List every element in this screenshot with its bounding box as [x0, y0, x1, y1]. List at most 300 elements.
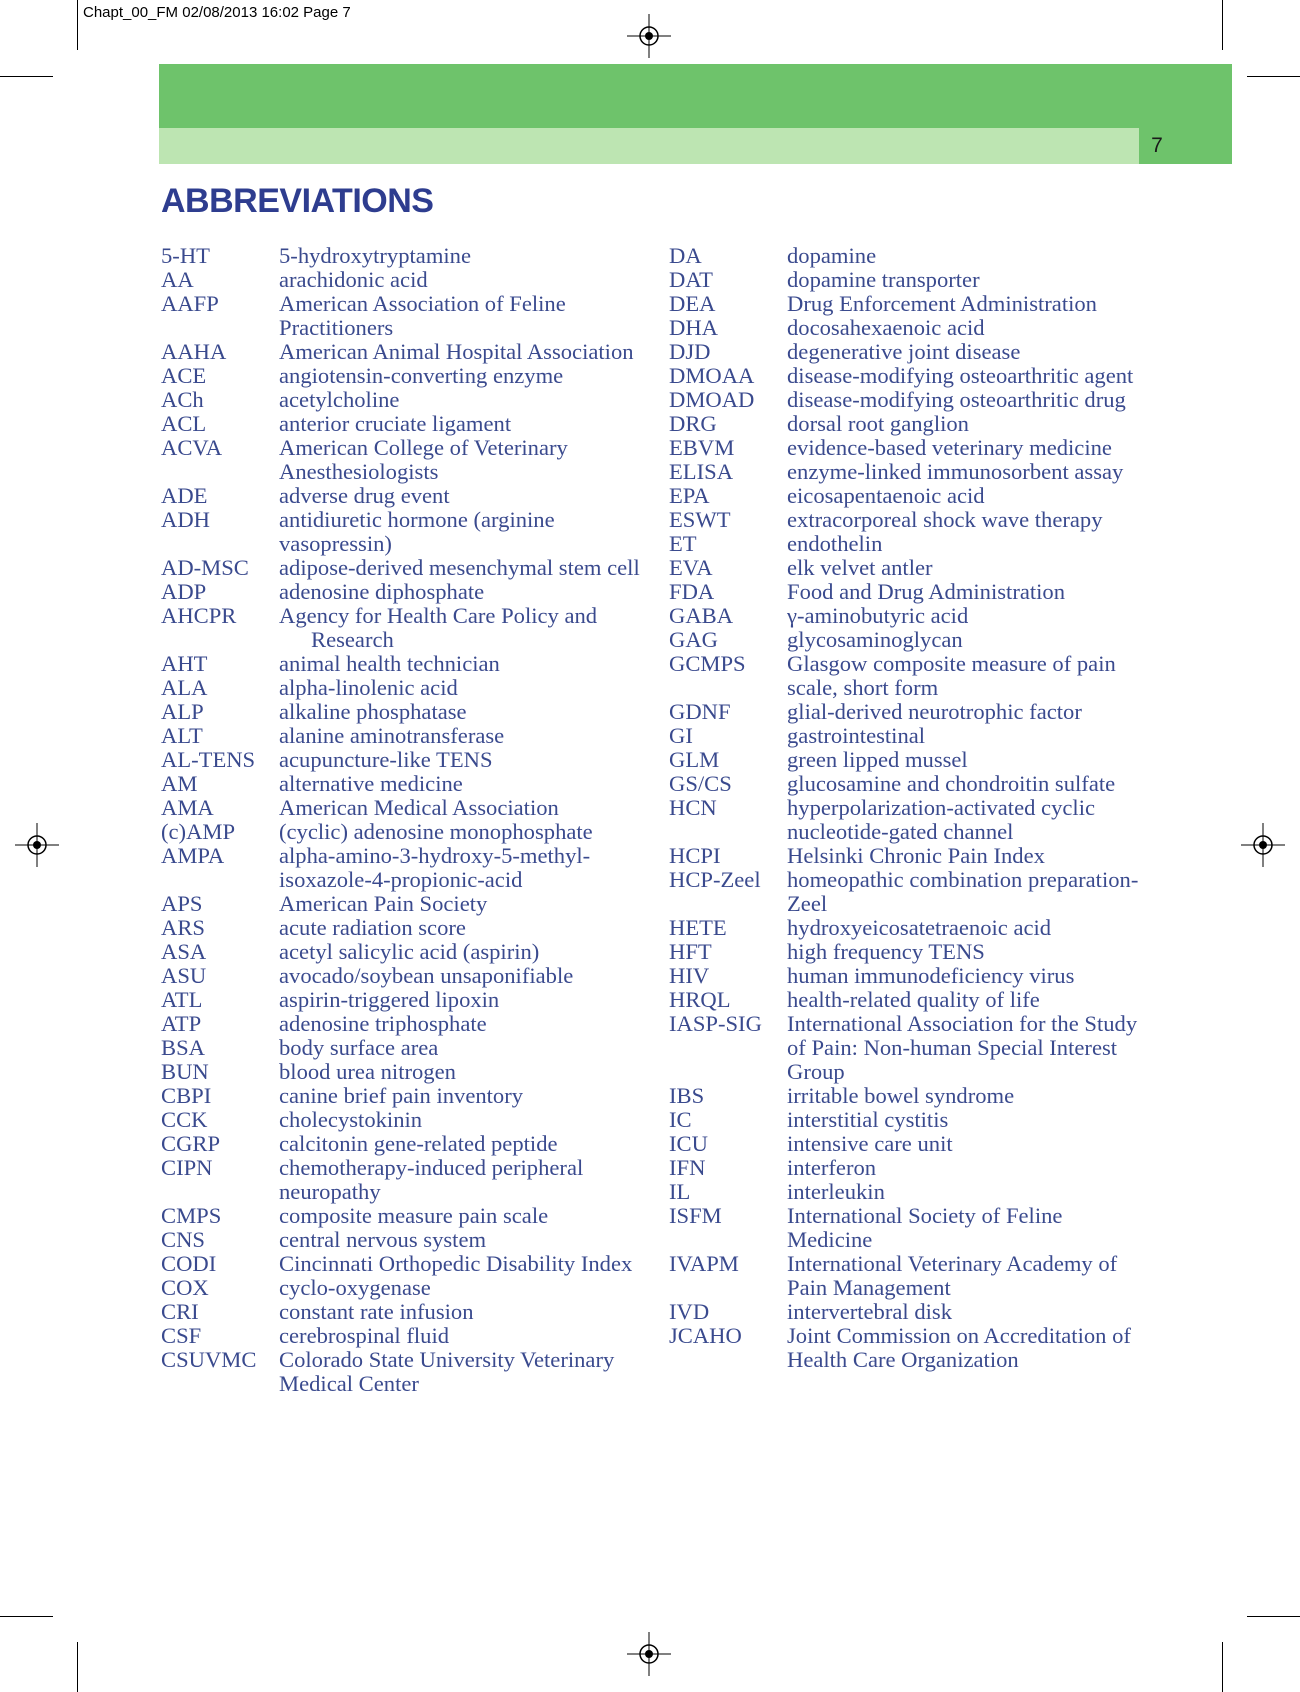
abbreviation-term: AMA: [161, 795, 214, 820]
definition-text: intensive care unit: [787, 1131, 953, 1156]
abbreviation-definition: [787, 460, 1149, 484]
abbreviation-entry: [669, 652, 1149, 700]
definition-text: composite measure pain scale: [279, 1203, 549, 1228]
abbreviation-definition: [787, 772, 1149, 796]
definition-text: disease-modifying osteoarthritic agent: [787, 363, 1134, 388]
abbreviation-entry: [161, 1348, 641, 1396]
abbreviation-term: ATL: [161, 987, 203, 1012]
abbreviation-term: FDA: [669, 579, 715, 604]
crop-mark-top-right-h: [1247, 76, 1300, 77]
abbreviation-definition: [279, 292, 641, 340]
abbreviation-entry: [161, 1276, 641, 1300]
abbreviation-entry: [161, 1132, 641, 1156]
abbreviation-entry: [161, 340, 641, 364]
definition-text: homeopathic combination preparation-Zeel: [787, 867, 1139, 916]
registration-mark-left-icon: [15, 823, 59, 867]
abbreviation-definition: [279, 676, 641, 700]
definition-text: acetyl salicylic acid (aspirin): [279, 939, 540, 964]
abbreviation-definition: [787, 1156, 1149, 1180]
abbreviation-definition: [787, 1252, 1149, 1300]
abbreviation-term: HFT: [669, 939, 712, 964]
abbreviation-entry: [669, 844, 1149, 868]
abbreviation-definition: [279, 772, 641, 796]
abbreviation-term: HCN: [669, 795, 717, 820]
abbreviation-term: GABA: [669, 603, 734, 628]
abbreviation-term: ALP: [161, 699, 204, 724]
definition-text: Helsinki Chronic Pain Index: [787, 843, 1045, 868]
abbreviation-term: AD-MSC: [161, 555, 249, 580]
abbreviation-term: ASU: [161, 963, 207, 988]
abbreviation-definition: [787, 1132, 1149, 1156]
abbreviation-term: 5-HT: [161, 243, 210, 268]
abbreviation-definition: [787, 1204, 1149, 1252]
abbreviation-entry: [669, 964, 1149, 988]
definition-text: eicosapentaenoic acid: [787, 483, 985, 508]
abbreviation-definition: [279, 268, 641, 292]
abbreviation-entry: [669, 772, 1149, 796]
abbreviation-definition: [279, 820, 641, 844]
definition-text: alternative medicine: [279, 771, 463, 796]
abbreviation-list-left: [161, 244, 641, 1396]
abbreviation-definition: [279, 700, 641, 724]
abbreviation-term: GLM: [669, 747, 720, 772]
definition-text: dopamine transporter: [787, 267, 980, 292]
abbreviation-definition: [279, 1132, 641, 1156]
abbreviation-definition: [787, 988, 1149, 1012]
abbreviation-entry: [669, 1300, 1149, 1324]
definition-text: International Association for the Study of Pain: Non-human Special Interest Group: [787, 1011, 1138, 1084]
abbreviation-term: ADP: [161, 579, 207, 604]
definition-text: cerebrospinal fluid: [279, 1323, 450, 1348]
definition-text: degenerative joint disease: [787, 339, 1021, 364]
abbreviation-term: GCMPS: [669, 651, 746, 676]
abbreviation-term: DEA: [669, 291, 716, 316]
definition-text: central nervous system: [279, 1227, 487, 1252]
abbreviation-term: IC: [669, 1107, 692, 1132]
definition-text: Colorado State University Veterinary Medical Center: [279, 1347, 615, 1396]
definition-text: hyperpolarization-activated cyclic nucleotide-gated channel: [787, 795, 1095, 844]
abbreviation-term: DJD: [669, 339, 711, 364]
abbreviation-entry: [161, 1204, 641, 1228]
abbreviation-term: GI: [669, 723, 693, 748]
abbreviation-entry: [669, 1012, 1149, 1084]
definition-text: enzyme-linked immunosorbent assay: [787, 459, 1124, 484]
abbreviation-entry: [161, 1084, 641, 1108]
abbreviation-entry: [669, 724, 1149, 748]
definition-text: American Pain Society: [279, 891, 488, 916]
abbreviation-entry: [161, 292, 641, 340]
abbreviation-definition: [787, 580, 1149, 604]
definition-text: Drug Enforcement Administration: [787, 291, 1097, 316]
abbreviation-entry: [669, 1324, 1149, 1372]
abbreviation-definition: [279, 1252, 641, 1276]
abbreviation-definition: [279, 436, 641, 484]
abbreviation-term: ICU: [669, 1131, 708, 1156]
abbreviation-term: ACh: [161, 387, 204, 412]
abbreviation-entry: [669, 868, 1149, 916]
abbreviation-entry: [161, 484, 641, 508]
abbreviation-definition: [279, 652, 641, 676]
abbreviation-term: DRG: [669, 411, 717, 436]
abbreviation-term: BSA: [161, 1035, 205, 1060]
abbreviation-definition: [279, 964, 641, 988]
abbreviation-entry: [669, 1156, 1149, 1180]
definition-text: cholecystokinin: [279, 1107, 423, 1132]
abbreviation-entry: [161, 1252, 641, 1276]
abbreviation-definition: [787, 628, 1149, 652]
definition-text: interleukin: [787, 1179, 885, 1204]
definition-text: aspirin-triggered lipoxin: [279, 987, 500, 1012]
abbreviation-definition: [787, 436, 1149, 460]
abbreviation-term: CODI: [161, 1251, 217, 1276]
abbreviation-definition: [279, 604, 641, 652]
abbreviation-term: APS: [161, 891, 203, 916]
abbreviation-definition: [279, 388, 641, 412]
abbreviation-entry: [669, 1204, 1149, 1252]
definition-text: body surface area: [279, 1035, 439, 1060]
abbreviation-term: CIPN: [161, 1155, 213, 1180]
abbreviation-term: ARS: [161, 915, 205, 940]
abbreviation-entry: [161, 964, 641, 988]
definition-text: Food and Drug Administration: [787, 579, 1066, 604]
abbreviation-definition: [279, 1204, 641, 1228]
abbreviation-entry: [161, 652, 641, 676]
abbreviation-definition: [279, 1012, 641, 1036]
abbreviation-definition: [279, 724, 641, 748]
abbreviation-entry: [161, 556, 641, 580]
definition-continuation: Research: [311, 627, 394, 652]
abbreviation-term: ATP: [161, 1011, 202, 1036]
definition-text: canine brief pain inventory: [279, 1083, 524, 1108]
print-slug: Chapt_00_FM 02/08/2013 16:02 Page 7: [83, 4, 351, 21]
abbreviation-entry: [669, 556, 1149, 580]
abbreviation-term: DA: [669, 243, 702, 268]
definition-text: docosahexaenoic acid: [787, 315, 985, 340]
abbreviation-entry: [161, 1156, 641, 1204]
definition-text: elk velvet antler: [787, 555, 933, 580]
abbreviation-definition: [279, 484, 641, 508]
abbreviation-definition: [787, 388, 1149, 412]
abbreviation-entry: [669, 1132, 1149, 1156]
crop-mark-top-left-v: [77, 0, 78, 50]
abbreviation-entry: [669, 1108, 1149, 1132]
abbreviation-entry: [161, 1108, 641, 1132]
abbreviation-term: ASA: [161, 939, 207, 964]
definition-text: adverse drug event: [279, 483, 450, 508]
abbreviation-entry: [161, 1012, 641, 1036]
definition-text: health-related quality of life: [787, 987, 1040, 1012]
abbreviation-term: AA: [161, 267, 194, 292]
abbreviation-definition: [787, 724, 1149, 748]
abbreviation-term: HCPI: [669, 843, 721, 868]
definition-text: glial-derived neurotrophic factor: [787, 699, 1082, 724]
abbreviation-entry: [161, 1060, 641, 1084]
abbreviation-definition: [787, 916, 1149, 940]
definition-text: extracorporeal shock wave therapy: [787, 507, 1103, 532]
abbreviation-term: AM: [161, 771, 198, 796]
abbreviation-term: CMPS: [161, 1203, 222, 1228]
abbreviation-definition: [279, 1084, 641, 1108]
definition-text: disease-modifying osteoarthritic drug: [787, 387, 1126, 412]
abbreviation-entry: [161, 988, 641, 1012]
abbreviation-definition: [787, 340, 1149, 364]
abbreviation-term: EBVM: [669, 435, 735, 460]
abbreviation-definition: [787, 556, 1149, 580]
abbreviation-definition: [279, 1036, 641, 1060]
abbreviation-entry: [669, 988, 1149, 1012]
abbreviation-term: ET: [669, 531, 697, 556]
definition-text: irritable bowel syndrome: [787, 1083, 1015, 1108]
abbreviation-term: AMPA: [161, 843, 225, 868]
abbreviation-term: EVA: [669, 555, 713, 580]
abbreviation-term: COX: [161, 1275, 209, 1300]
page-number: 7: [1151, 134, 1163, 157]
definition-text: angiotensin-converting enzyme: [279, 363, 564, 388]
abbreviation-definition: [279, 1060, 641, 1084]
crop-mark-top-right-v: [1222, 0, 1223, 50]
registration-mark-right-icon: [1241, 823, 1285, 867]
abbreviation-entry: [669, 244, 1149, 268]
abbreviation-definition: [279, 1324, 641, 1348]
abbreviation-entry: [161, 1228, 641, 1252]
abbreviation-entry: [669, 700, 1149, 724]
abbreviation-term: IASP-SIG: [669, 1011, 762, 1036]
definition-text: American Association of Feline Practitioners: [279, 291, 566, 340]
definition-text: (cyclic) adenosine monophosphate: [279, 819, 593, 844]
abbreviation-entry: [669, 412, 1149, 436]
abbreviation-definition: [279, 1348, 641, 1396]
abbreviation-term: ELISA: [669, 459, 734, 484]
page-title: ABBREVIATIONS: [161, 182, 434, 220]
abbreviation-definition: [279, 364, 641, 388]
abbreviation-entry: [161, 412, 641, 436]
definition-text: high frequency TENS: [787, 939, 985, 964]
definition-text: acute radiation score: [279, 915, 466, 940]
abbreviation-definition: [279, 748, 641, 772]
abbreviation-term: CSF: [161, 1323, 202, 1348]
abbreviation-definition: [787, 412, 1149, 436]
definition-text: evidence-based veterinary medicine: [787, 435, 1112, 460]
definition-text: acetylcholine: [279, 387, 400, 412]
abbreviation-entry: [669, 940, 1149, 964]
abbreviation-entry: [161, 844, 641, 892]
abbreviation-definition: [279, 1228, 641, 1252]
definition-text: arachidonic acid: [279, 267, 428, 292]
abbreviation-definition: [787, 940, 1149, 964]
abbreviation-entry: [161, 580, 641, 604]
abbreviation-definition: [787, 964, 1149, 988]
abbreviation-entry: [161, 604, 641, 652]
registration-mark-bottom-icon: [627, 1632, 671, 1676]
abbreviation-definition: [279, 508, 641, 556]
abbreviation-entry: [669, 316, 1149, 340]
abbreviation-term: ALT: [161, 723, 203, 748]
definition-text: alpha-linolenic acid: [279, 675, 458, 700]
abbreviation-entry: [161, 796, 641, 820]
abbreviation-term: HIV: [669, 963, 710, 988]
definition-text: gastrointestinal: [787, 723, 926, 748]
abbreviation-definition: [787, 868, 1149, 916]
crop-mark-top-left-h: [0, 76, 53, 77]
abbreviation-entry: [161, 676, 641, 700]
abbreviation-entry: [669, 580, 1149, 604]
abbreviation-definition: [787, 292, 1149, 316]
abbreviation-term: DAT: [669, 267, 713, 292]
abbreviation-definition: [787, 1300, 1149, 1324]
abbreviation-term: GS/CS: [669, 771, 732, 796]
abbreviation-entry: [669, 532, 1149, 556]
abbreviation-entry: [161, 364, 641, 388]
definition-text: interferon: [787, 1155, 877, 1180]
abbreviation-entry: [161, 724, 641, 748]
definition-text: Agency for Health Care Policy and: [279, 603, 598, 628]
abbreviation-entry: [669, 340, 1149, 364]
crop-mark-bottom-left-h: [0, 1616, 53, 1617]
abbreviation-term: CSUVMC: [161, 1347, 257, 1372]
definition-text: Cincinnati Orthopedic Disability Index: [279, 1251, 633, 1276]
abbreviation-term: HCP-Zeel: [669, 867, 761, 892]
abbreviation-definition: [787, 1324, 1149, 1372]
abbreviation-term: CCK: [161, 1107, 208, 1132]
definition-text: adenosine diphosphate: [279, 579, 485, 604]
abbreviation-term: ESWT: [669, 507, 731, 532]
abbreviation-entry: [669, 436, 1149, 460]
abbreviation-term: CGRP: [161, 1131, 221, 1156]
definition-text: 5-hydroxytryptamine: [279, 243, 472, 268]
crop-mark-bottom-left-v: [77, 1642, 78, 1692]
definition-text: blood urea nitrogen: [279, 1059, 456, 1084]
abbreviation-definition: [279, 244, 641, 268]
header-band-light: [159, 128, 1139, 164]
abbreviation-definition: [279, 1108, 641, 1132]
abbreviation-term: AAFP: [161, 291, 219, 316]
abbreviation-definition: [787, 1180, 1149, 1204]
abbreviation-term: BUN: [161, 1059, 209, 1084]
abbreviation-entry: [161, 940, 641, 964]
definition-text: γ-aminobutyric acid: [787, 603, 969, 628]
abbreviation-entry: [161, 772, 641, 796]
abbreviation-entry: [161, 916, 641, 940]
abbreviation-term: CBPI: [161, 1083, 212, 1108]
abbreviation-entry: [161, 268, 641, 292]
abbreviation-term: DMOAA: [669, 363, 755, 388]
definition-text: endothelin: [787, 531, 883, 556]
definition-text: avocado/soybean unsaponifiable: [279, 963, 574, 988]
abbreviation-entry: [161, 748, 641, 772]
abbreviation-term: HETE: [669, 915, 727, 940]
definition-text: constant rate infusion: [279, 1299, 474, 1324]
abbreviation-term: IFN: [669, 1155, 706, 1180]
abbreviation-definition: [787, 700, 1149, 724]
abbreviation-definition: [787, 364, 1149, 388]
abbreviation-definition: [279, 1156, 641, 1204]
definition-text: International Society of Feline Medicine: [787, 1203, 1063, 1252]
abbreviation-term: DHA: [669, 315, 718, 340]
abbreviation-definition: [787, 532, 1149, 556]
definition-text: alanine aminotransferase: [279, 723, 505, 748]
definition-text: anterior cruciate ligament: [279, 411, 512, 436]
abbreviation-entry: [669, 916, 1149, 940]
abbreviation-term: ACE: [161, 363, 207, 388]
abbreviation-term: ADH: [161, 507, 210, 532]
abbreviation-definition: [787, 268, 1149, 292]
definition-text: glucosamine and chondroitin sulfate: [787, 771, 1116, 796]
abbreviation-term: JCAHO: [669, 1323, 742, 1348]
abbreviation-definition: [787, 508, 1149, 532]
definition-text: American Medical Association: [279, 795, 559, 820]
abbreviation-entry: [161, 1324, 641, 1348]
abbreviation-term: CRI: [161, 1299, 199, 1324]
abbreviation-entry: [161, 700, 641, 724]
abbreviation-definition: [279, 580, 641, 604]
abbreviation-term: GAG: [669, 627, 718, 652]
abbreviation-term: CNS: [161, 1227, 205, 1252]
abbreviation-definition: [787, 604, 1149, 628]
abbreviation-term: ACVA: [161, 435, 223, 460]
abbreviation-term: GDNF: [669, 699, 731, 724]
definition-text: alpha-amino-3-hydroxy-5-methyl-isoxazole-4-propionic-acid: [279, 843, 591, 892]
definition-text: American College of Veterinary Anesthesiologists: [279, 435, 568, 484]
abbreviation-entry: [669, 292, 1149, 316]
abbreviation-definition: [787, 652, 1149, 700]
abbreviation-term: IVD: [669, 1299, 710, 1324]
abbreviation-definition: [787, 1108, 1149, 1132]
definition-text: adenosine triphosphate: [279, 1011, 487, 1036]
abbreviation-definition: [279, 412, 641, 436]
registration-mark-top-icon: [627, 14, 671, 58]
abbreviation-definition: [279, 916, 641, 940]
definition-text: green lipped mussel: [787, 747, 968, 772]
abbreviation-entry: [669, 460, 1149, 484]
abbreviation-term: ALA: [161, 675, 208, 700]
abbreviation-definition: [279, 940, 641, 964]
abbreviation-term: IL: [669, 1179, 691, 1204]
abbreviation-term: AAHA: [161, 339, 227, 364]
abbreviation-definition: [279, 892, 641, 916]
definition-text: alkaline phosphatase: [279, 699, 467, 724]
abbreviation-entry: [669, 796, 1149, 844]
abbreviation-entry: [161, 508, 641, 556]
abbreviation-term: AHCPR: [161, 603, 237, 628]
definition-text: glycosaminoglycan: [787, 627, 963, 652]
definition-text: antidiuretic hormone (arginine vasopressin): [279, 507, 555, 556]
abbreviation-entry: [669, 388, 1149, 412]
abbreviation-term: IVAPM: [669, 1251, 739, 1276]
abbreviation-definition: [787, 1012, 1149, 1084]
abbreviation-entry: [669, 604, 1149, 628]
abbreviation-definition: [279, 844, 641, 892]
abbreviation-term: ACL: [161, 411, 207, 436]
abbreviation-definition: [787, 796, 1149, 844]
definition-text: intervertebral disk: [787, 1299, 952, 1324]
definition-text: adipose-derived mesenchymal stem cell: [279, 555, 640, 580]
abbreviation-definition: [279, 556, 641, 580]
abbreviation-entry: [161, 244, 641, 268]
definition-text: Glasgow composite measure of pain scale, short form: [787, 651, 1116, 700]
abbreviation-definition: [787, 316, 1149, 340]
abbreviation-entry: [161, 436, 641, 484]
abbreviation-entry: [161, 892, 641, 916]
abbreviation-entry: [669, 1084, 1149, 1108]
definition-text: American Animal Hospital Association: [279, 339, 634, 364]
abbreviation-entry: [161, 820, 641, 844]
abbreviation-definition: [279, 1300, 641, 1324]
abbreviation-term: (c)AMP: [161, 819, 236, 844]
abbreviation-term: ADE: [161, 483, 208, 508]
crop-mark-bottom-right-h: [1247, 1616, 1300, 1617]
abbreviation-definition: [279, 1276, 641, 1300]
abbreviation-entry: [669, 484, 1149, 508]
